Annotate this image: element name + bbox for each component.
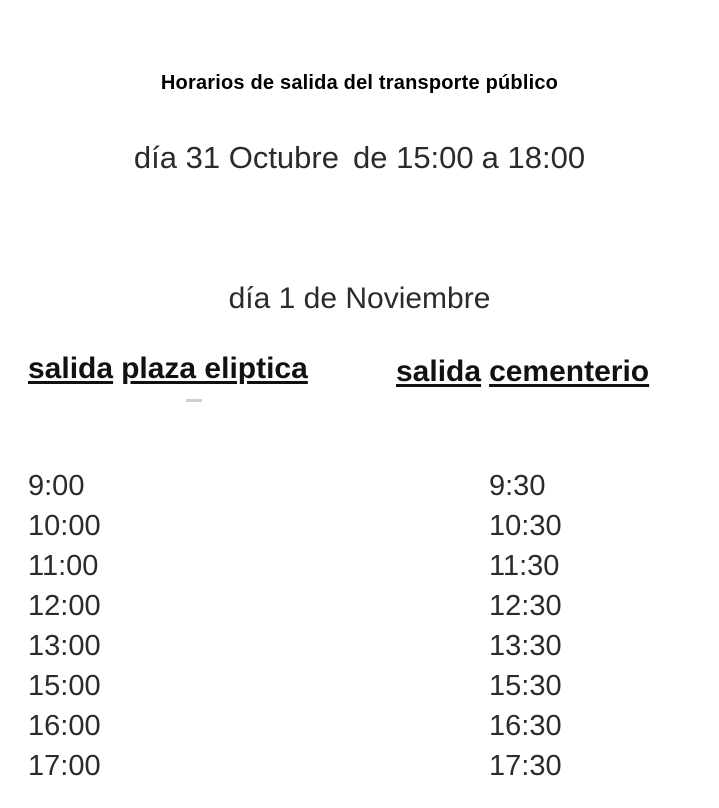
column-header-cementerio [396,355,649,389]
column-header-plaza-eliptica-word1: salida [28,352,114,385]
column-header-cementerio-word2: cementerio [489,355,650,388]
departure-list-cementerio [489,466,562,786]
paper-speck [186,399,202,402]
list-item: 12:00 [28,590,101,622]
list-item: 13:00 [28,630,101,662]
list-item: 10:30 [489,510,562,542]
list-item: 17:30 [489,750,562,782]
list-item: 16:30 [489,710,562,742]
page-title: Horarios de salida del transporte público [160,72,559,94]
day-one-date: día 31 Octubre [133,140,339,175]
column-header-cementerio-word1: salida [396,355,482,388]
list-item: 10:00 [28,510,101,542]
list-item: 11:00 [28,550,99,582]
day-two-date: día 1 de Noviembre [228,282,491,315]
day-one-to-time: a 18:00 [481,140,586,175]
column-header-plaza-eliptica [28,352,308,386]
departure-list-plaza-eliptica [28,466,101,786]
day-one-from-time: de 15:00 [352,140,474,175]
day-one-schedule-line [0,140,719,176]
list-item: 15:00 [28,670,101,702]
list-item: 12:30 [489,590,562,622]
list-item: 9:30 [489,470,546,502]
list-item: 16:00 [28,710,101,742]
list-item: 11:30 [489,550,560,582]
list-item: 13:30 [489,630,562,662]
list-item: 15:30 [489,670,562,702]
list-item: 17:00 [28,750,101,782]
column-header-plaza-eliptica-word2: plaza eliptica [121,352,308,385]
list-item: 9:00 [28,470,85,502]
